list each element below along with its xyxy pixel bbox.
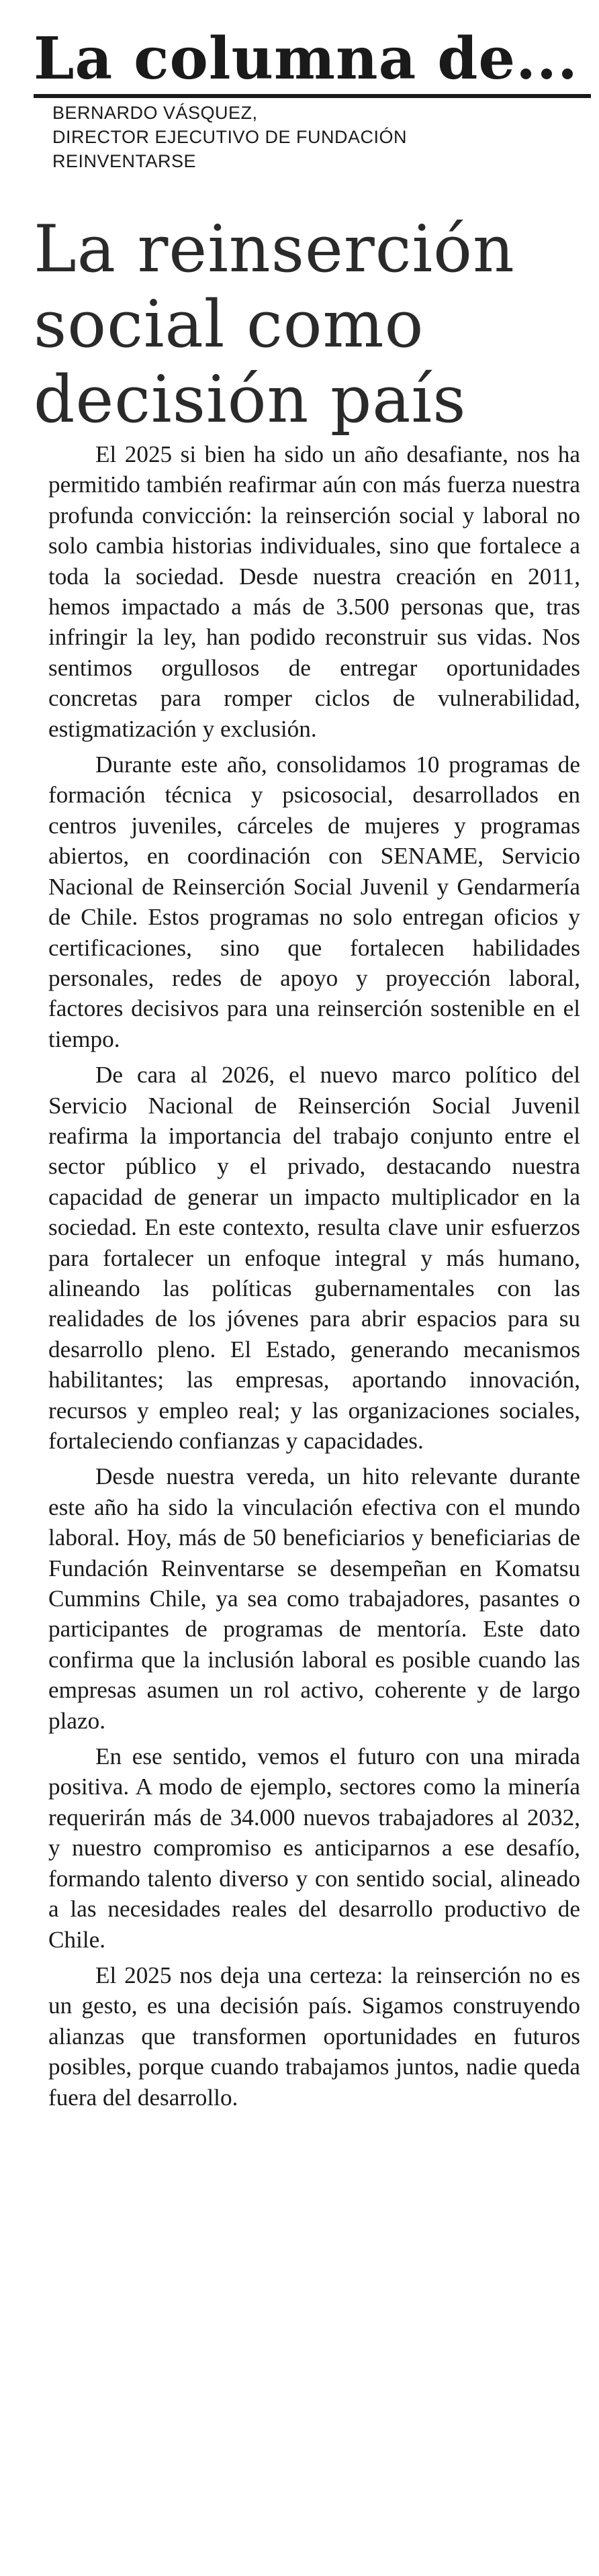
article-paragraph-1: El 2025 si bien ha sido un año desafiante, nos ha permitido también reafirmar aún con más fuerza nuestra profunda convicción: la reinserción social y laboral no solo cambia historias individuales, sino que fortalece a toda la sociedad. Desde nuestra creación en 2011, hemos impactado a más de 3.500 personas que, tras infringir la ley, han podido reconstruir sus vidas. Nos sentimos orgullosos de entregar oportunidades concretas para romper ciclos de vulnerabilidad, estigmatización y exclusión. <box>48 441 580 742</box>
headline-line-2: social como <box>34 287 424 362</box>
article-paragraph-6: El 2025 nos deja una certeza: la reinserción no es un gesto, es una decisión país. Sigamos construyendo alianzas que transformen oportunidades en futuros posibles, porque cuando trabajamos juntos, nadie queda fuera del desarrollo. <box>48 1962 580 2111</box>
article-paragraph-5: En ese sentido, vemos el futuro con una mirada positiva. A modo de ejemplo, sectores como la minería requerirán más de 34.000 nuevos trabajadores al 2032, y nuestro compromiso es anticiparnos a ese desafío, formando talento diverso y con sentido social, alineado a las necesidades reales del desarrollo productivo de Chile. <box>48 1743 580 1953</box>
article-paragraph-3: De cara al 2026, el nuevo marco político del Servicio Nacional de Reinserción Social Juvenil reafirma la importancia del trabajo conjunto entre el sector público y el privado, destacando nuestra capacidad de generar un impacto multiplicador en la sociedad. En este contexto, resulta clave unir esfuerzos para fortalecer un enfoque integral y más humano, alineando las políticas gubernamentales con las realidades de los jóvenes para abrir espacios para su desarrollo pleno. El Estado, generando mecanismos habilitantes; las empresas, aportando innovación, recursos y empleo real; y las organizaciones sociales, fortaleciendo confianzas y capacidades. <box>48 1062 580 1454</box>
article-body <box>48 439 580 2118</box>
author-role-line-1: DIRECTOR EJECUTIVO DE FUNDACIÓN <box>52 127 408 147</box>
article-paragraph-2: Durante este año, consolidamos 10 programas de formación técnica y psicosocial, desarrollados en centros juveniles, cárceles de mujeres y programas abiertos, en coordinación con SENAME, Servicio Nacional de Reinserción Social Juvenil y Gendarmería de Chile. Estos programas no solo entregan oficios y certificaciones, sino que fortalecen habilidades personales, redes de apoyo y proyección laboral, factores decisivos para una reinserción sostenible en el tiempo. <box>48 751 580 1052</box>
headline-line-1: La reinserción <box>34 212 515 287</box>
article-paragraph-4: Desde nuestra vereda, un hito relevante durante este año ha sido la vinculación efectiva con el mundo laboral. Hoy, más de 50 beneficiarios y beneficiarias de Fundación Reinventarse se desempeñan en Komatsu Cummins Chile, ya sea como trabajadores, pasantes o participantes de programas de mentoría. Este dato confirma que la inclusión laboral es posible cuando las empresas asumen un rol activo, coherente y de largo plazo. <box>48 1463 580 1734</box>
author-name: BERNARDO VÁSQUEZ, <box>52 103 258 123</box>
column-section-title: La columna de... <box>34 25 578 93</box>
article-headline <box>34 212 591 437</box>
headline-line-3: decisión país <box>34 362 467 437</box>
author-byline <box>52 101 590 173</box>
header-divider <box>34 94 591 98</box>
author-role-line-2: REINVENTARSE <box>52 151 197 171</box>
